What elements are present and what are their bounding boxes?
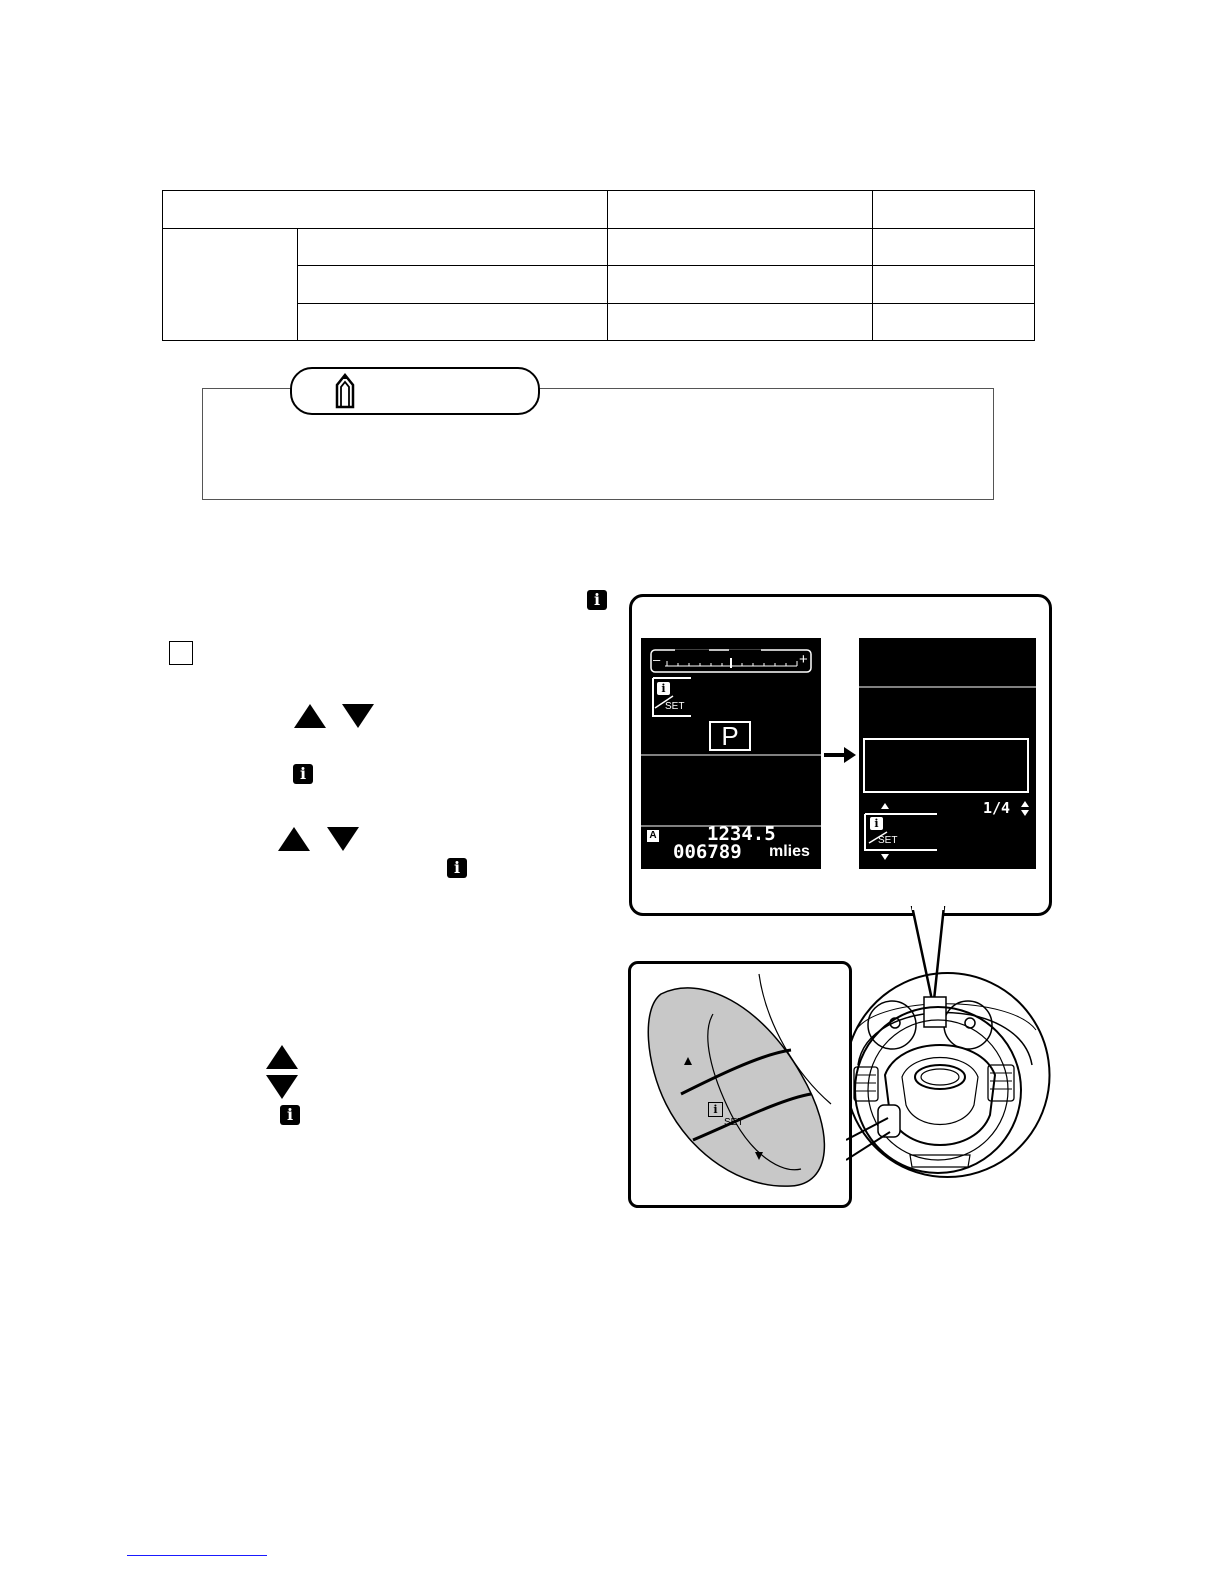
table-cell	[298, 229, 608, 266]
settings-menu-screen	[859, 638, 1036, 869]
triangle-up-icon	[276, 825, 312, 853]
table-header-cell	[163, 191, 608, 229]
spec-table	[162, 190, 1035, 341]
page-indicator: 1/4	[983, 799, 1011, 817]
table-cell	[163, 229, 298, 341]
gauge-plus-label: +	[799, 651, 808, 668]
info-icon: i	[293, 764, 313, 784]
table-row	[163, 229, 1035, 266]
footer-link-underline[interactable]	[127, 1555, 267, 1556]
switch-closeup-graphics	[631, 964, 849, 1205]
table-cell	[298, 266, 608, 303]
note-tab	[290, 367, 540, 415]
gauge-minus-label: –	[653, 652, 661, 667]
table-header-cell	[873, 191, 1035, 229]
trip-value: 1234.5	[707, 823, 776, 845]
table-cell	[873, 229, 1035, 266]
table-cell	[608, 266, 873, 303]
info-icon: i	[870, 817, 883, 830]
table-cell	[873, 266, 1035, 303]
switch-set-label: SET	[724, 1117, 744, 1128]
info-icon: i	[447, 858, 467, 878]
table-cell	[608, 229, 873, 266]
table-cell	[873, 303, 1035, 340]
info-icon: i	[708, 1102, 723, 1117]
triangle-down-icon	[264, 1073, 300, 1101]
triangle-down-icon	[340, 702, 376, 730]
odometer-value: 006789	[673, 841, 742, 863]
pencil-icon	[333, 373, 357, 409]
checkbox	[169, 641, 193, 665]
callout-connector	[846, 1110, 896, 1170]
set-label: SET	[665, 701, 685, 712]
triangle-up-icon	[292, 702, 328, 730]
info-icon: i	[280, 1105, 300, 1125]
trip-badge: A	[647, 830, 659, 842]
info-icon: i	[587, 590, 607, 610]
gear-indicator: P	[721, 721, 739, 751]
table-row	[163, 191, 1035, 229]
table-cell	[298, 303, 608, 340]
info-icon: i	[657, 682, 670, 695]
arrow-right-icon	[822, 744, 858, 766]
table-cell	[608, 303, 873, 340]
triangle-up-icon	[264, 1043, 300, 1071]
table-header-cell	[608, 191, 873, 229]
set-label: SET	[878, 835, 898, 846]
triangle-down-icon	[325, 825, 361, 853]
switch-closeup-frame	[628, 961, 852, 1208]
combination-meter-screen	[641, 638, 821, 869]
odometer-unit: mlies	[769, 843, 810, 860]
